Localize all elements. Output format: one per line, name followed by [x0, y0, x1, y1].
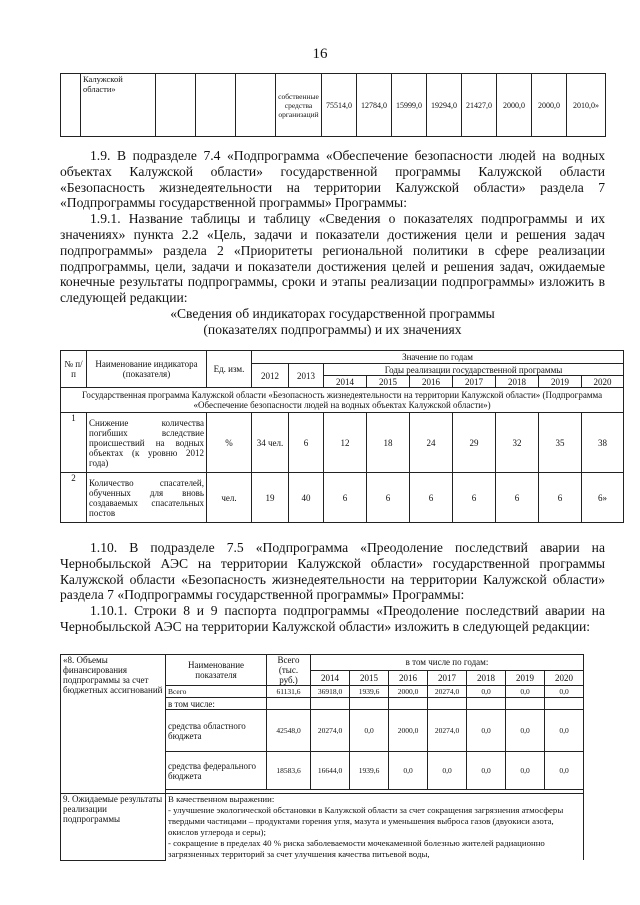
fin-value: 0,0 [389, 752, 428, 790]
fin-value: 36918,0 [311, 686, 350, 698]
table-title-line-1: «Сведения об индикаторах государственной программы [170, 305, 495, 321]
fragment-value: 75514,0 [322, 74, 357, 137]
header-year: 2018 [496, 376, 539, 388]
fragment-value: 21427,0 [462, 74, 497, 137]
section-1-9 [60, 148, 605, 338]
fin-value: 0,0 [545, 752, 584, 790]
table-row [61, 473, 624, 523]
row-unit: % [207, 413, 252, 473]
fin-name: Всего [166, 686, 267, 698]
page-number: 16 [312, 46, 328, 62]
section-1-10 [60, 540, 605, 635]
row-value: 38 [582, 413, 624, 473]
header-year-2012: 2012 [252, 364, 289, 388]
row-value-2012: 19 [252, 473, 289, 523]
row-value: 24 [410, 413, 453, 473]
row-indicator-name: Количество спасателей, обученных для вновь создаваемых спасательных постов [87, 473, 207, 523]
header-year: 2016 [410, 376, 453, 388]
program-row: Государственная программа Калужской области «Безопасность жизнедеятельности на территории Калужской области» (Подпрограмма «Обеспечение безопасности людей на водных объектах Калужской области») [61, 388, 624, 413]
row-value: 6» [582, 473, 624, 523]
header-year-2013: 2013 [289, 364, 324, 388]
row-value: 32 [496, 413, 539, 473]
fragment-value: 15999,0 [392, 74, 427, 137]
header-num: № п/п [61, 351, 87, 388]
header-values-by-year: Значение по годам [252, 351, 624, 364]
fragment-value: 19294,0 [427, 74, 462, 137]
fragment-name: Калужской области» [81, 74, 156, 137]
header-total: Всего (тыс. руб.) [267, 655, 311, 686]
fin-total: 61131,6 [267, 686, 311, 698]
fragment-value: 2000,0 [497, 74, 532, 137]
row-value-2013: 40 [289, 473, 324, 523]
fin-value: 0,0 [467, 752, 506, 790]
header-year: 2015 [350, 670, 389, 686]
fin-name: в том числе: [166, 698, 267, 710]
row-9-label: 9. Ожидаемые результаты реализации подпрограммы [61, 794, 166, 861]
row-indicator-name: Снижение количества погибших вследствие происшествий на водных объектах (к уровню 2012 года) [87, 413, 207, 473]
fin-value: 0,0 [467, 686, 506, 698]
header-year: 2020 [545, 670, 584, 686]
fin-total: 18583,6 [267, 752, 311, 790]
paragraph-1-10: 1.10. В подразделе 7.5 «Подпрограмма «Преодоление последствий аварии на Чернобыльской АЭС на территории Калужской области» государственной программы Калужской области «Безопасность жизнедеятельности на территории Калужской области» раздела 7 «Подпрограммы государственной программы» Программы: [60, 540, 605, 603]
table-title-line-2: (показателях подпрограммы) и их значениях [203, 321, 462, 337]
header-year: 2018 [467, 670, 506, 686]
paragraph-1-9-1: 1.9.1. Название таблицы и таблицу «Сведения о показателях подпрограммы и их значениях» пункта 2.2 «Цель, задачи и показатели достижения цели и решения задач подпрограммы» раздела 2 «Приоритеты региональной политики в сфере реализации подпрограммы, цели, задачи и показатели достижения целей и решения задач, ожидаемые конечные результаты подпрограммы, сроки и этапы реализации подпрограммы» изложить в следующей редакции: [60, 211, 605, 306]
fin-value: 0,0 [467, 710, 506, 752]
row-value: 6 [324, 473, 367, 523]
header-year: 2019 [539, 376, 582, 388]
header-year: 2017 [453, 376, 496, 388]
table-row [61, 413, 624, 473]
fragment-value: 12784,0 [357, 74, 392, 137]
fin-value: 2000,0 [389, 710, 428, 752]
fin-value: 0,0 [506, 710, 545, 752]
row-num: 2 [61, 473, 87, 523]
header-year: 2014 [324, 376, 367, 388]
fin-value: 0,0 [545, 710, 584, 752]
header-year: 2019 [506, 670, 545, 686]
row-8-label: «8. Объемы финансирования подпрограммы за счет бюджетных ассигнований [61, 655, 166, 794]
paragraph-1-9: 1.9. В подразделе 7.4 «Подпрограмма «Обеспечение безопасности людей на водных объектах Калужской области» государственной программы Калужской области «Безопасность жизнедеятельности на территории Калужской области» раздела 7 «Подпрограммы государственной программы» Программы: [60, 148, 605, 211]
fin-value: 0,0 [506, 686, 545, 698]
fragment-value: 2000,0 [532, 74, 567, 137]
continued-table-fragment [60, 73, 606, 137]
fin-name: средства федерального бюджета [166, 752, 267, 790]
row-value: 12 [324, 413, 367, 473]
fin-value: 16644,0 [311, 752, 350, 790]
fin-value: 20274,0 [311, 710, 350, 752]
fragment-value: 2010,0» [567, 74, 606, 137]
row-value: 6 [539, 473, 582, 523]
header-unit: Ед. изм. [207, 351, 252, 388]
fin-value: 1939,6 [350, 686, 389, 698]
header-year: 2014 [311, 670, 350, 686]
indicators-table [60, 350, 624, 523]
passport-table [60, 654, 584, 861]
row-value: 35 [539, 413, 582, 473]
fin-total: 42548,0 [267, 710, 311, 752]
row-unit: чел. [207, 473, 252, 523]
row-value: 6 [453, 473, 496, 523]
header-by-years: в том числе по годам: [311, 655, 584, 671]
fragment-source: собственные средства организаций [276, 74, 322, 137]
header-indicator-name: Наименование индикатора (показателя) [87, 351, 207, 388]
row-value: 6 [496, 473, 539, 523]
fin-value: 0,0 [428, 752, 467, 790]
row-9-line: - улучшение экологической обстановки в Калужской области за счет сокращения загрязнения атмосферы твердыми частицами – продуктами горения угля, мазута и уменьшения выброса газов (двуокиси азота, окислов углерода и серы); [168, 805, 564, 837]
fin-value: 20274,0 [428, 686, 467, 698]
fin-value: 0,0 [545, 686, 584, 698]
fin-name: средства областного бюджета [166, 710, 267, 752]
row-num: 1 [61, 413, 87, 473]
fin-value: 0,0 [506, 752, 545, 790]
row-9-line: - сокращение в пределах 40 % риска заболеваемости мочекаменной болезнью жителей радиационно загрязненных территорий за счет улучшения качества питьевой воды, [168, 838, 545, 859]
header-year: 2020 [582, 376, 624, 388]
header-year: 2017 [428, 670, 467, 686]
row-value: 18 [367, 413, 410, 473]
paragraph-1-10-1: 1.10.1. Строки 8 и 9 паспорта подпрограммы «Преодоление последствий аварии на Чернобыльской АЭС на территории Калужской области» изложить в следующей редакции: [60, 603, 605, 634]
fin-value: 2000,0 [389, 686, 428, 698]
row-value-2013: 6 [289, 413, 324, 473]
row-value-2012: 34 чел. [252, 413, 289, 473]
fin-value: 20274,0 [428, 710, 467, 752]
row-value: 29 [453, 413, 496, 473]
header-indicator-name: Наименование показателя [166, 655, 267, 686]
header-program-years: Годы реализации государственной программы [324, 364, 624, 376]
row-value: 6 [410, 473, 453, 523]
row-value: 6 [367, 473, 410, 523]
row-9-line: В качественном выражении: [168, 794, 275, 804]
fin-value: 1939,6 [350, 752, 389, 790]
row-9-content [166, 794, 584, 861]
header-year: 2016 [389, 670, 428, 686]
header-year: 2015 [367, 376, 410, 388]
fin-value: 0,0 [350, 710, 389, 752]
